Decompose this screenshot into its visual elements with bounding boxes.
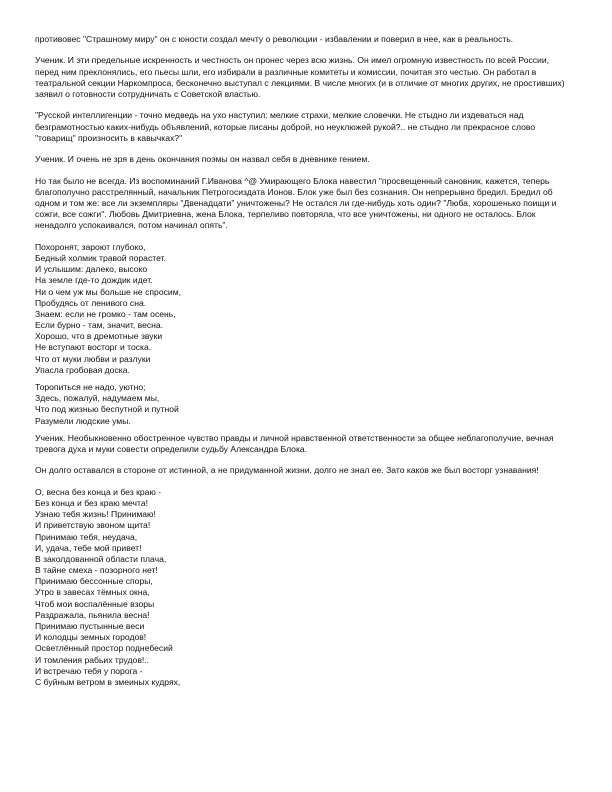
poem-line: Похоронят, зароют глубоко, xyxy=(35,241,146,252)
paragraph-student-3: Ученик. Необыкновенно обостренное чувство правды и личной нравственной ответственности за общее неблагополучие, вечная тревога духа и муки совести определили судьбу Александра Блока. xyxy=(35,432,554,454)
poem-1 xyxy=(35,242,575,376)
poem-line: И колодцы земных городов! xyxy=(35,632,147,643)
poem-line: И услышим: далеко, высоко xyxy=(35,264,148,275)
poem-line: Без конца и без краю мечта! xyxy=(35,497,148,508)
poem-line: С буйным ветром в змеиных кудрях, xyxy=(35,676,181,687)
poem-line: Принимаю тебя, неудача, xyxy=(35,531,138,542)
poem-line: Бедный холмик травой порастет. xyxy=(35,252,166,263)
poem-line: Упасла гробовая доска. xyxy=(35,364,130,375)
poem-line: Узнаю тебя жизнь! Принимаю! xyxy=(35,509,156,520)
poem-1-tail xyxy=(35,382,575,427)
poem-line: Осветлённый простор поднебесий xyxy=(35,643,173,654)
paragraph-quote: "Русской интеллигенции - точно медведь на ухо наступил: мелкие страхи, мелкие словечки. Не стыдно ли издеваться над безграмотностью каких-нибудь объявлений, которые писаны доброй, но неуклюжей рукой?.. не стыдно ли прекрасное слово "товарищ" произносить в кавычках?" xyxy=(35,110,536,143)
poem-line: Утро в завесах тёмных окна, xyxy=(35,587,150,598)
poem-line: На земле где-то дождик идет. xyxy=(35,275,153,286)
poem-line: Здесь, пожалуй, надумаем мы, xyxy=(35,393,160,404)
poem-line: Хорошо, что в дремотные звуки xyxy=(35,331,163,342)
poem-line: Знаем: если не громко - там осень, xyxy=(35,308,176,319)
poem-line: Принимаю пустынные веси xyxy=(35,621,145,632)
poem-line: Пробудясь от ленивого сна. xyxy=(35,297,147,308)
paragraph-memoir: Но так было не всегда. Из воспоминаний Г.Иванова ^@ Умирающего Блока навестил "просвещенный сановник, кажется, теперь благополучно расстрелянный, начальник Петрогосиздата Ионов. Блок уже был без сознания. Он непрерывно бредил. Бредил об одном и том же: все ли экземпляры "Двенадцати" уничтожены? Не остался ли где-нибудь хоть один? "Люба, хорошенько поищи и сожги, все сожги". Любовь Дмитриевна, жена Блока, терпеливо повторяла, что все уничтожены, ни одного не осталось. Блок ненадолго успокаивался, потом начинал опять". xyxy=(35,175,557,231)
poem-line: Принимаю бессонные споры, xyxy=(35,576,153,587)
document-page xyxy=(35,34,575,694)
poem-line: Торопиться не надо, уютно; xyxy=(35,382,146,393)
poem-2 xyxy=(35,487,575,688)
poem-line: Что от муки любви и разлуки xyxy=(35,353,151,364)
poem-line: Не вступают восторг и тоска. xyxy=(35,342,152,353)
poem-line: И, удача, тебе мой привет! xyxy=(35,542,142,553)
poem-line: О, весна без конца и без краю - xyxy=(35,486,162,497)
paragraph-student-2: Ученик. И очень не зря в день окончания поэмы он назвал себя в дневнике гением. xyxy=(35,154,370,165)
poem-line: В заколдованной области плача, xyxy=(35,553,167,564)
poem-line: Разумели людские умы. xyxy=(35,415,131,426)
poem-line: И приветствую звоном щита! xyxy=(35,520,151,531)
poem-line: И томления рабьих трудов!.. xyxy=(35,654,150,665)
paragraph-student-1: Ученик. И эти предельные искренность и честность он пронес через всю жизнь. Он имел огромную известность по всей России, перед ним преклонялись, его пьесы шли, его избирали в различные комитеты и комиссии, почитая это честью. Он работал в театральной секции Наркомпроса, бесконечно выступал с лекциями. В числе многих (и в отличие от многих других, не простивших) заявил о готовности сотрудничать с Советской властью. xyxy=(35,55,565,99)
paragraph-intro: противовес "Страшному миру" он с юности создал мечту о революции - избавлении и поверил в нее, как в реальность. xyxy=(35,34,514,44)
poem-line: Чтоб мои воспалённые взоры xyxy=(35,598,155,609)
poem-line: Ни о чем уж мы больше не спросим, xyxy=(35,286,181,297)
paragraph-recognition: Он долго оставался в стороне от истинной, а не придуманной жизни, долго не знал ее. Зато каков же был восторг узнавания! xyxy=(35,465,539,476)
poem-line: И встречаю тебя у порога - xyxy=(35,665,143,676)
poem-line: Что под жизнью беспутной и путной xyxy=(35,404,179,415)
poem-line: Раздражала, пьянила весна! xyxy=(35,609,150,620)
poem-line: В тайне смеха - позорного нет! xyxy=(35,565,158,576)
poem-line: Если бурно - там, значит, весна. xyxy=(35,320,164,331)
